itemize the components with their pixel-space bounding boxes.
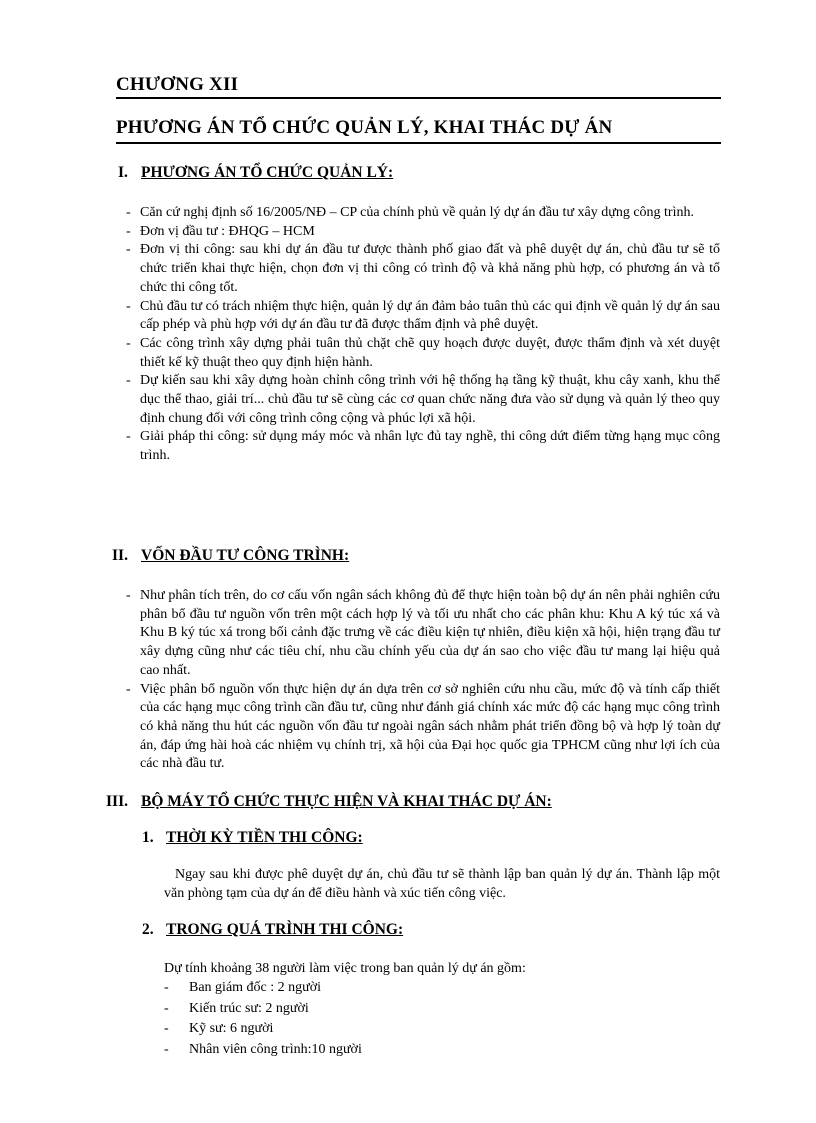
section-number: II. (112, 547, 128, 564)
team-list-item: - Kiến trúc sư: 2 người (164, 999, 362, 1020)
subsection-title: THỜI KỲ TIỀN THI CÔNG: (166, 829, 363, 846)
chapter-label: CHƯƠNG XII (116, 74, 239, 95)
list-item: - Giải pháp thi công: sử dụng máy móc và nhân lực đủ tay nghề, thi công dứt điểm từng hạng mục công trình. (122, 428, 720, 465)
section-2-list (122, 587, 720, 774)
team-list-item: - Ban giám đốc : 2 người (164, 978, 362, 999)
list-item: - Các công trình xây dựng phải tuân thủ chặt chẽ quy hoạch được duyệt, được thẩm định và xét duyệt thiết kế kỹ thuật theo quy định hiện hành. (122, 335, 720, 372)
list-item: - Như phân tích trên, do cơ cấu vốn ngân sách không đủ để thực hiện toàn bộ dự án nên phải nghiên cứu phân bổ đầu tư nguồn vốn trên một cách hợp lý và tối ưu nhất cho các phân khu: Khu A ký túc xá và Khu B ký túc xá trong bối cảnh đặc trưng về các điều kiện tự nhiên, điều kiện xã hội, hiện trạng đầu tư xây dựng cũng như các tiêu chí, nhu cầu chính yếu của dự án sao cho việc đầu tư mang lại hiệu quả cao nhất. (122, 587, 720, 681)
team-list (164, 978, 362, 1060)
list-item: - Dự kiến sau khi xây dựng hoàn chỉnh công trình với hệ thống hạ tầng kỹ thuật, khu cây xanh, khu thể dục thể thao, giải trí... chủ đầu tư sẽ cùng các cơ quan chức năng đưa vào sử dụng và quản lý theo quy định chung đối với công trình công cộng và phúc lợi xã hội. (122, 372, 720, 428)
chapter-label-rule (116, 97, 721, 99)
team-list-item: - Nhân viên công trình:10 người (164, 1040, 362, 1061)
subsection-title: TRONG QUÁ TRÌNH THI CÔNG: (166, 921, 404, 938)
subsection-2-intro: Dự tính khoảng 38 người làm việc trong ban quản lý dự án gồm: (164, 961, 526, 976)
section-number: I. (118, 164, 128, 181)
list-item: - Đơn vị thi công: sau khi dự án đầu tư được thành phố giao đất và phê duyệt dự án, chủ đầu tư sẽ tổ chức triển khai thực hiện, chọn đơn vị thi công có trình độ và khả năng phù hợp, có phương án và tổ chức thi công tốt. (122, 241, 720, 297)
subsection-1-text: Ngay sau khi được phê duyệt dự án, chủ đầu tư sẽ thành lập ban quản lý dự án. Thành lập một văn phòng tạm của dự án để điều hành và xúc tiến công việc. (164, 867, 720, 901)
subsection-number: 2. (142, 921, 154, 938)
section-number: III. (106, 793, 128, 810)
list-item: - Căn cứ nghị định số 16/2005/NĐ – CP của chính phủ về quản lý dự án đầu tư xây dựng công trình. (122, 204, 720, 223)
subsection-number: 1. (142, 829, 154, 846)
team-list-item: - Kỹ sư: 6 người (164, 1019, 362, 1040)
chapter-title: PHƯƠNG ÁN TỔ CHỨC QUẢN LÝ, KHAI THÁC DỰ ÁN (116, 117, 613, 138)
section-1-list (122, 204, 720, 466)
section-title: VỐN ĐẦU TƯ CÔNG TRÌNH: (141, 547, 350, 564)
chapter-title-rule (116, 142, 721, 144)
section-title: PHƯƠNG ÁN TỔ CHỨC QUẢN LÝ: (141, 164, 394, 181)
list-item: - Việc phân bổ nguồn vốn thực hiện dự án dựa trên cơ sở nghiên cứu nhu cầu, mức độ và tính cấp thiết của các hạng mục công trình cần đầu tư, cũng như đánh giá chính xác mức độ các hạng mục công trình có khả năng thu hút các nguồn vốn đầu tư ngoài ngân sách nhằm phát triển đồng bộ và hợp lý toàn dự án, đáp ứng hài hoà các nhiệm vụ chính trị, xã hội của Đại học quốc gia TPHCM cũng như lợi ích của các nhà đầu tư. (122, 681, 720, 775)
section-title: BỘ MÁY TỔ CHỨC THỰC HIỆN VÀ KHAI THÁC DỰ ÁN: (141, 793, 552, 810)
list-item: - Chủ đầu tư có trách nhiệm thực hiện, quản lý dự án đảm bảo tuân thủ các qui định về quản lý dự án sau cấp phép và phù hợp với dự án đầu tư đã được thẩm định và phê duyệt. (122, 298, 720, 335)
list-item: - Đơn vị đầu tư : ĐHQG – HCM (122, 223, 720, 242)
